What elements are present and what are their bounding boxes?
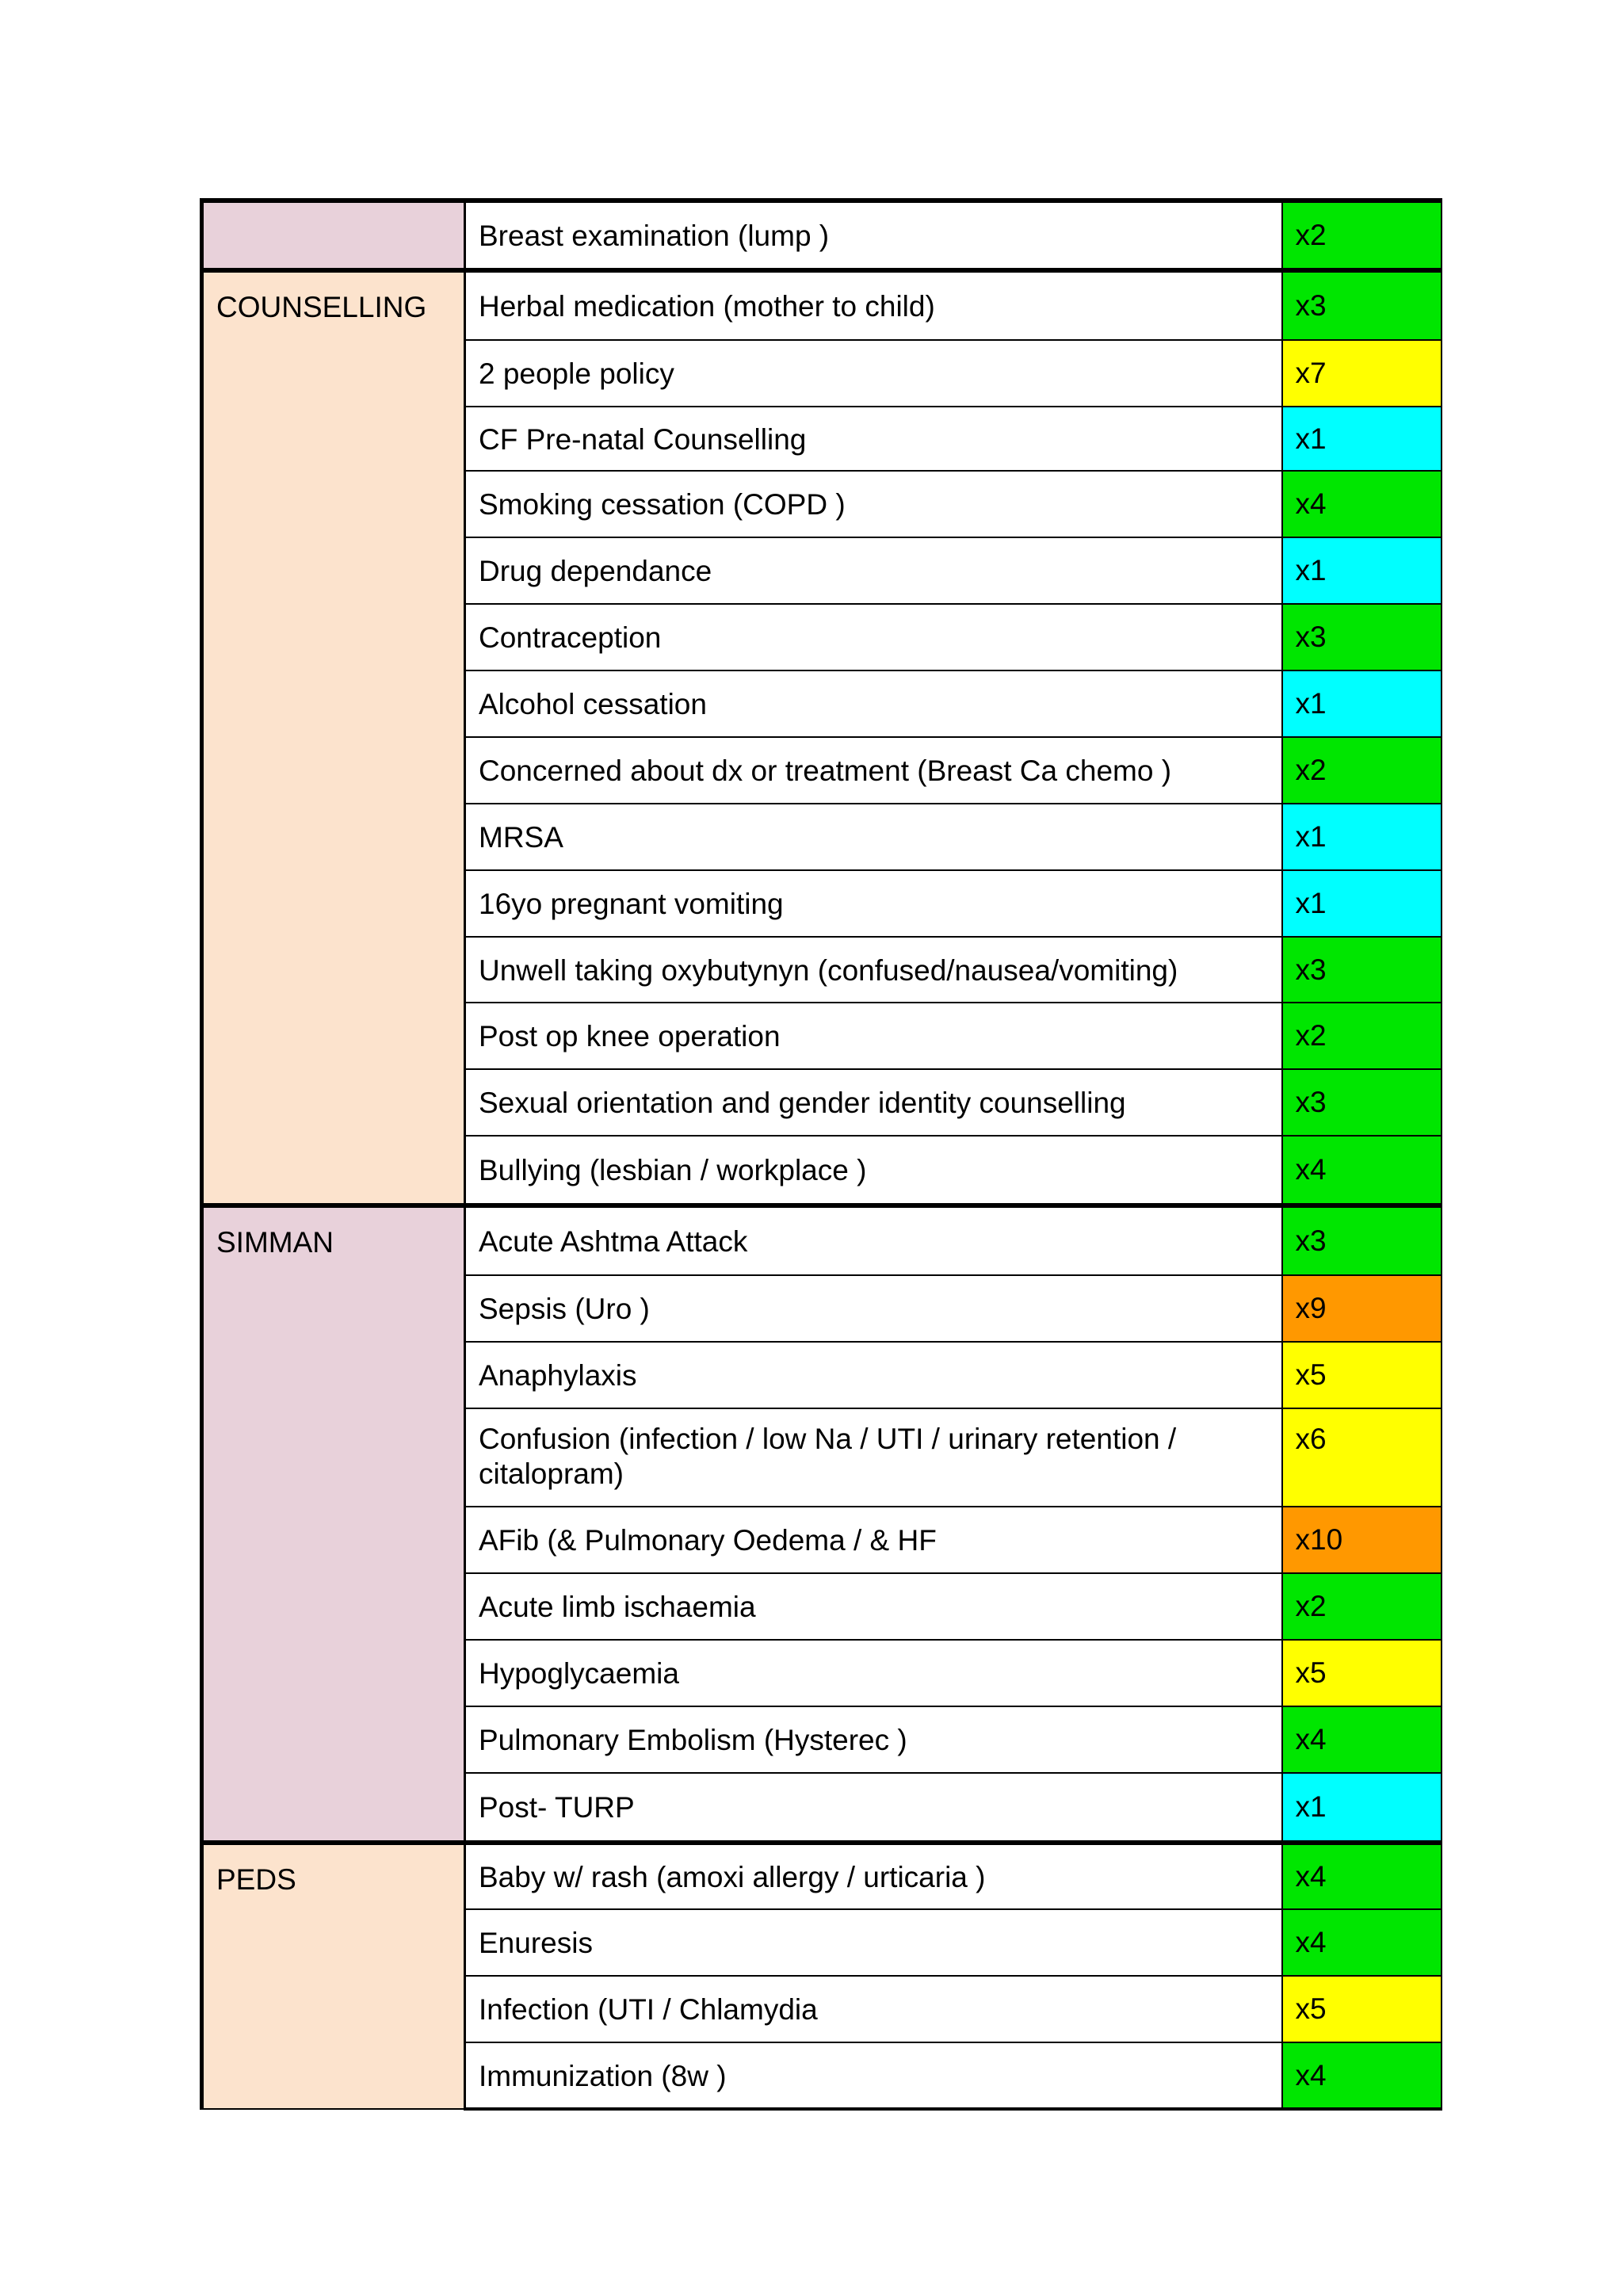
frequency-count-cell: x1 <box>1282 870 1442 937</box>
category-cell <box>202 201 465 270</box>
frequency-count-cell: x3 <box>1282 1205 1442 1275</box>
frequency-count-cell: x1 <box>1282 1773 1442 1843</box>
station-name-cell: Unwell taking oxybutynyn (confused/nausea/vomiting) <box>465 937 1282 1003</box>
table-row <box>202 201 1442 270</box>
station-name-cell: Acute Ashtma Attack <box>465 1205 1282 1275</box>
frequency-count-cell: x4 <box>1282 1909 1442 1976</box>
frequency-count-cell: x1 <box>1282 804 1442 870</box>
frequency-count-cell: x4 <box>1282 471 1442 537</box>
station-name-cell: Baby w/ rash (amoxi allergy / urticaria ) <box>465 1843 1282 1909</box>
station-name-cell: Smoking cessation (COPD ) <box>465 471 1282 537</box>
frequency-count-cell: x2 <box>1282 201 1442 270</box>
frequency-count-cell: x5 <box>1282 1342 1442 1408</box>
station-name-cell: Immunization (8w ) <box>465 2042 1282 2109</box>
station-name-cell: Post op knee operation <box>465 1003 1282 1069</box>
station-name-cell: Breast examination (lump ) <box>465 201 1282 270</box>
frequency-count-cell: x4 <box>1282 1136 1442 1205</box>
frequency-count-cell: x1 <box>1282 407 1442 471</box>
station-name-cell: Sepsis (Uro ) <box>465 1275 1282 1342</box>
station-name-cell: Post- TURP <box>465 1773 1282 1843</box>
frequency-count-cell: x4 <box>1282 1706 1442 1773</box>
station-name-cell: 16yo pregnant vomiting <box>465 870 1282 937</box>
station-name-cell: Anaphylaxis <box>465 1342 1282 1408</box>
station-frequency-table <box>200 198 1442 2111</box>
station-name-cell: Bullying (lesbian / workplace ) <box>465 1136 1282 1205</box>
station-name-cell: Confusion (infection / low Na / UTI / urinary retention / citalopram) <box>465 1408 1282 1507</box>
frequency-count-cell: x5 <box>1282 1976 1442 2042</box>
category-cell: COUNSELLING <box>202 270 465 1205</box>
table-row <box>202 1843 1442 1909</box>
station-name-cell: Pulmonary Embolism (Hysterec ) <box>465 1706 1282 1773</box>
category-cell: PEDS <box>202 1843 465 2109</box>
station-name-cell: Infection (UTI / Chlamydia <box>465 1976 1282 2042</box>
frequency-count-cell: x3 <box>1282 270 1442 340</box>
frequency-count-cell: x2 <box>1282 1573 1442 1640</box>
table-row <box>202 270 1442 340</box>
frequency-count-cell: x1 <box>1282 537 1442 604</box>
frequency-count-cell: x6 <box>1282 1408 1442 1507</box>
frequency-count-cell: x3 <box>1282 1069 1442 1136</box>
frequency-count-cell: x3 <box>1282 937 1442 1003</box>
station-name-cell: 2 people policy <box>465 340 1282 407</box>
frequency-count-cell: x10 <box>1282 1507 1442 1573</box>
station-name-cell: Contraception <box>465 604 1282 670</box>
frequency-count-cell: x2 <box>1282 737 1442 804</box>
station-name-cell: MRSA <box>465 804 1282 870</box>
frequency-count-cell: x4 <box>1282 2042 1442 2109</box>
station-name-cell: AFib (& Pulmonary Oedema / & HF <box>465 1507 1282 1573</box>
station-name-cell: Hypoglycaemia <box>465 1640 1282 1706</box>
frequency-count-cell: x1 <box>1282 670 1442 737</box>
category-cell: SIMMAN <box>202 1205 465 1843</box>
frequency-count-cell: x7 <box>1282 340 1442 407</box>
frequency-count-cell: x9 <box>1282 1275 1442 1342</box>
frequency-count-cell: x2 <box>1282 1003 1442 1069</box>
station-name-cell: Alcohol cessation <box>465 670 1282 737</box>
frequency-count-cell: x5 <box>1282 1640 1442 1706</box>
station-name-cell: CF Pre-natal Counselling <box>465 407 1282 471</box>
station-name-cell: Concerned about dx or treatment (Breast Ca chemo ) <box>465 737 1282 804</box>
table-row <box>202 1205 1442 1275</box>
frequency-count-cell: x4 <box>1282 1843 1442 1909</box>
station-name-cell: Sexual orientation and gender identity counselling <box>465 1069 1282 1136</box>
frequency-count-cell: x3 <box>1282 604 1442 670</box>
station-name-cell: Drug dependance <box>465 537 1282 604</box>
station-name-cell: Enuresis <box>465 1909 1282 1976</box>
station-name-cell: Acute limb ischaemia <box>465 1573 1282 1640</box>
table-body <box>202 201 1442 2109</box>
station-name-cell: Herbal medication (mother to child) <box>465 270 1282 340</box>
